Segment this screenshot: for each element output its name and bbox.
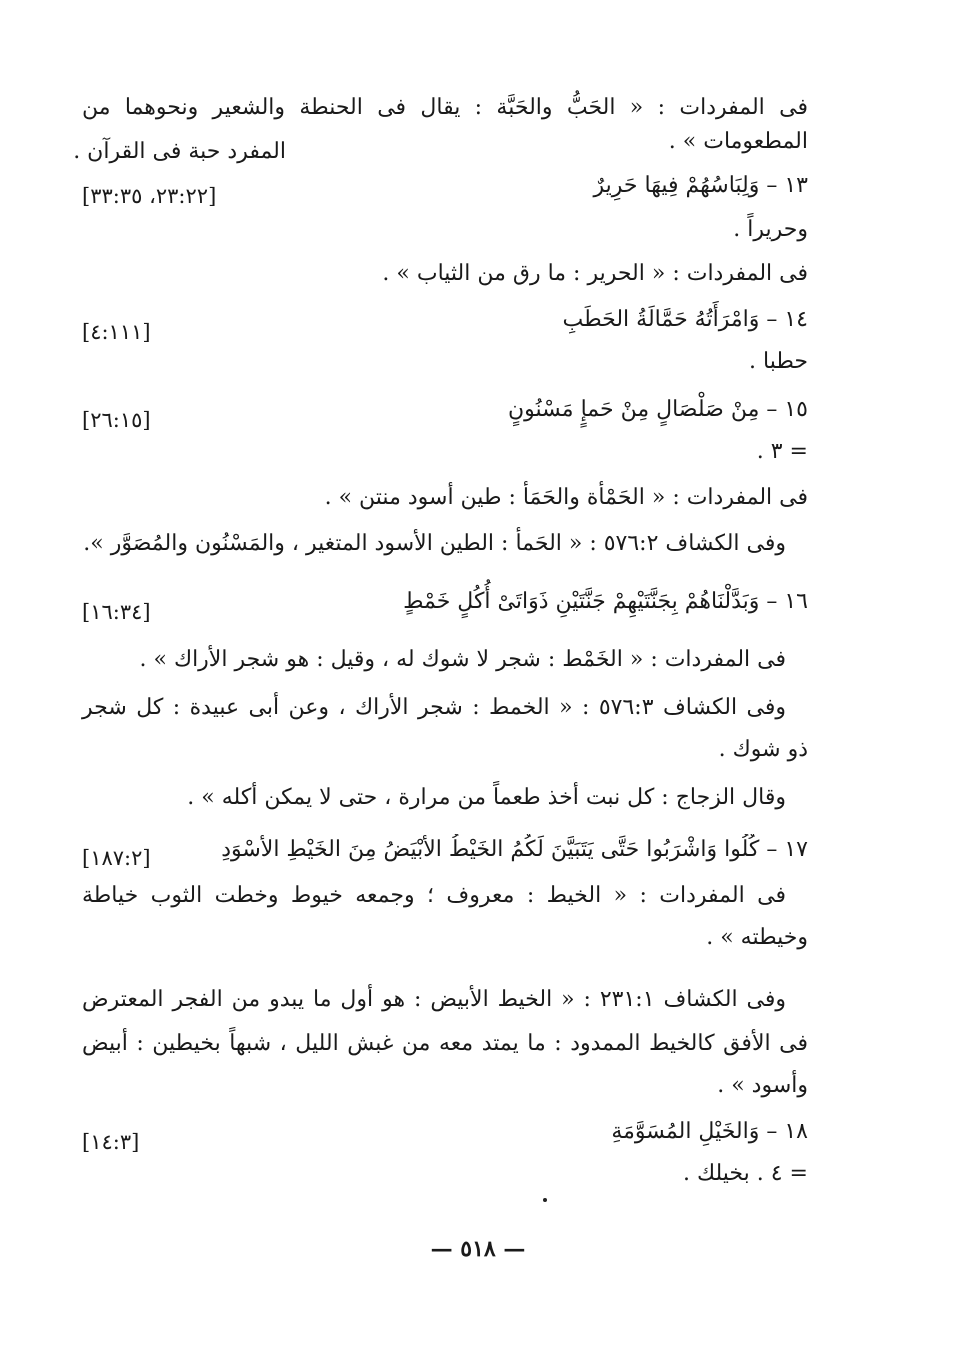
verse-15: ١٥ – مِنْ صَلْصَالٍ مِنْ حَمإٍ مَسْنُونٍ [508, 397, 808, 422]
text-line-8: حطبا . [749, 349, 808, 374]
text-line-2: المطعومات » . [668, 129, 808, 154]
verse-18: ١٨ – وَالخَيْلِ المُسَوَّمَةِ [611, 1119, 808, 1144]
text-line-3: المفرد حبة فى القرآن . [73, 139, 286, 164]
verse-ref-18: [١٤:٣] [82, 1130, 140, 1154]
text-line-6: فى المفردات : « الحرير : ما رق من الثياب » . [382, 261, 808, 286]
verse-ref-15: [٢٦:١٥] [82, 408, 151, 432]
verse-ref-17: [١٨٧:٢] [82, 846, 151, 870]
text-line-17: وقال الزجاج : كل نبت أخذ طعماً من مرارة ، حتى لا يمكن أكله » . [187, 785, 786, 810]
text-line-12: وفى الكشاف ٥٧٦:٢ : « الحَمأ : الطين الأسود المتغير ، والمَسْنُون والمُصَوَّر ». [83, 531, 786, 556]
text-line-21: وفى الكشاف ٢٣١:١ : « الخيط الأبيض : هو أول ما يبدو من الفجر المعترض [82, 987, 786, 1012]
stray-dot [543, 1198, 547, 1202]
text-line-15: وفى الكشاف ٥٧٦:٣ : « الخمط : شجر الأراك ، وعن أبى عبيدة : كل شجر [82, 695, 786, 720]
text-line-22: فى الأفق كالخيط الممدود : ما يمتد معه من غبش الليل ، شبهاً بخيطين : أبيض [82, 1031, 808, 1056]
text-line-23: وأسود » . [717, 1073, 808, 1098]
text-line-10: = ٣ . [756, 439, 808, 464]
text-line-25: = ٤ . بخيلك . [682, 1161, 808, 1186]
verse-14: ١٤ – وَامْرَأَتُهُ حَمَّالَةُ الحَطَبِ [562, 307, 808, 332]
text-line-20: وخيطته » . [706, 925, 808, 950]
page-number: — ٥١٨ — [430, 1236, 526, 1262]
verse-ref-14: [٤:١١١] [82, 320, 151, 344]
text-line-16: ذو شوك . [718, 737, 808, 762]
verse-16: ١٦ – وَبَدَّلْنَاهُمْ بِجَنَّتَيْهِمْ جَنَّتَيْنِ ذَوَاتَىْ أُكُلٍ خَمْطٍ [403, 589, 808, 614]
text-line-19: فى المفردات : « الخيط : معروف ؛ وجمعه خيوط وخطت الثوب خياطة [82, 883, 786, 908]
text-line-5: وحريراً . [733, 217, 808, 242]
text-line-14: فى المفردات : « الخَمْط : شجر لا شوك له ، وقيل : هو شجر الأراك » . [139, 647, 786, 672]
text-line-11: فى المفردات : « الحَمْأة والحَمَأ : طين أسود منتن » . [324, 485, 808, 510]
verse-ref-16: [١٦:٣٤] [82, 600, 151, 624]
text-line-1: فى المفردات : « الحَبُّ والحَبَّة : يقال فى الحنطة والشعير ونحوهما من [82, 95, 808, 120]
verse-13: ١٣ – وَلِبَاسُهُمْ فِيهَا حَرِيرٌ [593, 173, 808, 198]
verse-17: ١٧ – كُلُوا وَاشْرَبُوا حَتَّى يَتَبَيَّنَ لَكُمُ الخَيْطُ الأَبْيَضُ مِنَ الخَيْطِ الأَسْوَدِ [221, 837, 808, 862]
verse-ref-13: [٢٣:٢٢، ٣٣:٣٥] [82, 184, 217, 208]
